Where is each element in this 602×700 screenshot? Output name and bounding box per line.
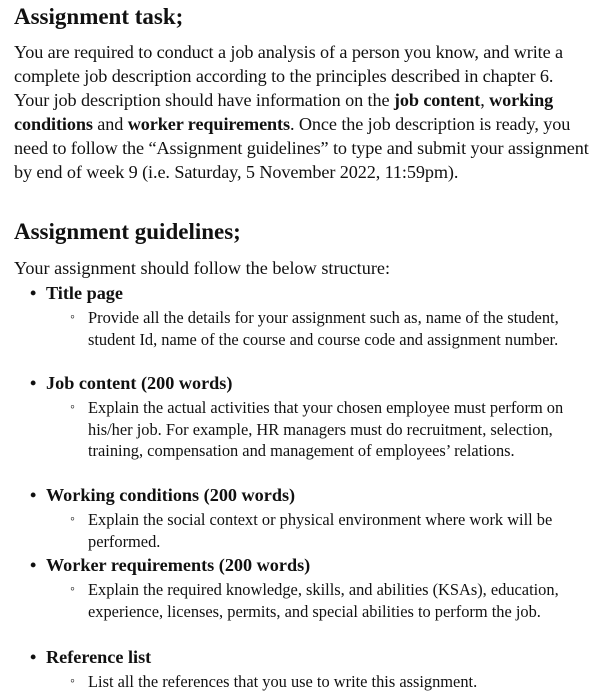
section-detail: [70, 579, 593, 622]
task-bold-job-content: job content: [393, 90, 481, 110]
section-job-content: [30, 371, 595, 462]
task-bold-working-conditions: working conditions: [14, 90, 554, 134]
task-bold-worker-requirements: worker requirements: [127, 114, 290, 134]
section-title: Title page: [46, 283, 123, 303]
section-worker-requirements: [30, 553, 595, 622]
guidelines-heading: Assignment guidelines;: [14, 219, 241, 244]
task-paragraph: [14, 40, 592, 184]
guidelines-intro: Your assignment should follow the below structure:: [14, 258, 391, 278]
bullet-icon: •: [30, 485, 37, 505]
section-detail-text: List all the references that you use to write this assignment.: [88, 672, 478, 691]
section-title: Job content (200 words): [46, 373, 233, 393]
section-title-page: [30, 281, 595, 350]
section-detail: [70, 307, 593, 350]
section-detail-text: Explain the social context or physical environment where work will be performed.: [88, 510, 553, 551]
section-detail-text: Explain the actual activities that your chosen employee must perform on his/her job. For example, HR managers must do recruitment, selection, training, compensation and management of employees’ relations.: [88, 398, 564, 460]
section-detail: [70, 397, 593, 462]
section-title: Working conditions (200 words): [46, 485, 296, 505]
task-sep2: and: [92, 114, 128, 134]
sub-bullet-icon: ◦: [70, 400, 75, 415]
bullet-icon: •: [30, 373, 37, 393]
section-reference-list: [30, 645, 595, 693]
bullet-icon: •: [30, 283, 37, 303]
task-sep1: ,: [480, 90, 490, 110]
task-text-part2: . Once the job description is ready, you need to follow the “Assignment guidelines” to type and submit your assignment by end of week 9 (i.e. Saturday, 5 November 2022, 11:59pm).: [14, 114, 589, 182]
section-title: Reference list: [46, 647, 152, 667]
section-title: Worker requirements (200 words): [46, 555, 311, 575]
section-detail-text: Provide all the details for your assignment such as, name of the student, student Id, name of the course and course code and assignment number.: [88, 308, 559, 349]
sub-bullet-icon: ◦: [70, 310, 75, 325]
section-detail: [70, 509, 593, 552]
section-detail-text: Explain the required knowledge, skills, and abilities (KSAs), education, experience, licenses, permits, and special abilities to perform the job.: [88, 580, 559, 621]
bullet-icon: •: [30, 647, 37, 667]
sub-bullet-icon: ◦: [70, 582, 75, 597]
sub-bullet-icon: ◦: [70, 512, 75, 527]
section-working-conditions: [30, 483, 595, 552]
section-detail: [70, 671, 593, 693]
bullet-icon: •: [30, 555, 37, 575]
task-text-part1: You are required to conduct a job analysis of a person you know, and write a complete job description according to the principles described in chapter 6. Your job description should have information on the: [14, 42, 564, 110]
sub-bullet-icon: ◦: [70, 674, 75, 689]
task-heading: Assignment task;: [14, 4, 184, 29]
